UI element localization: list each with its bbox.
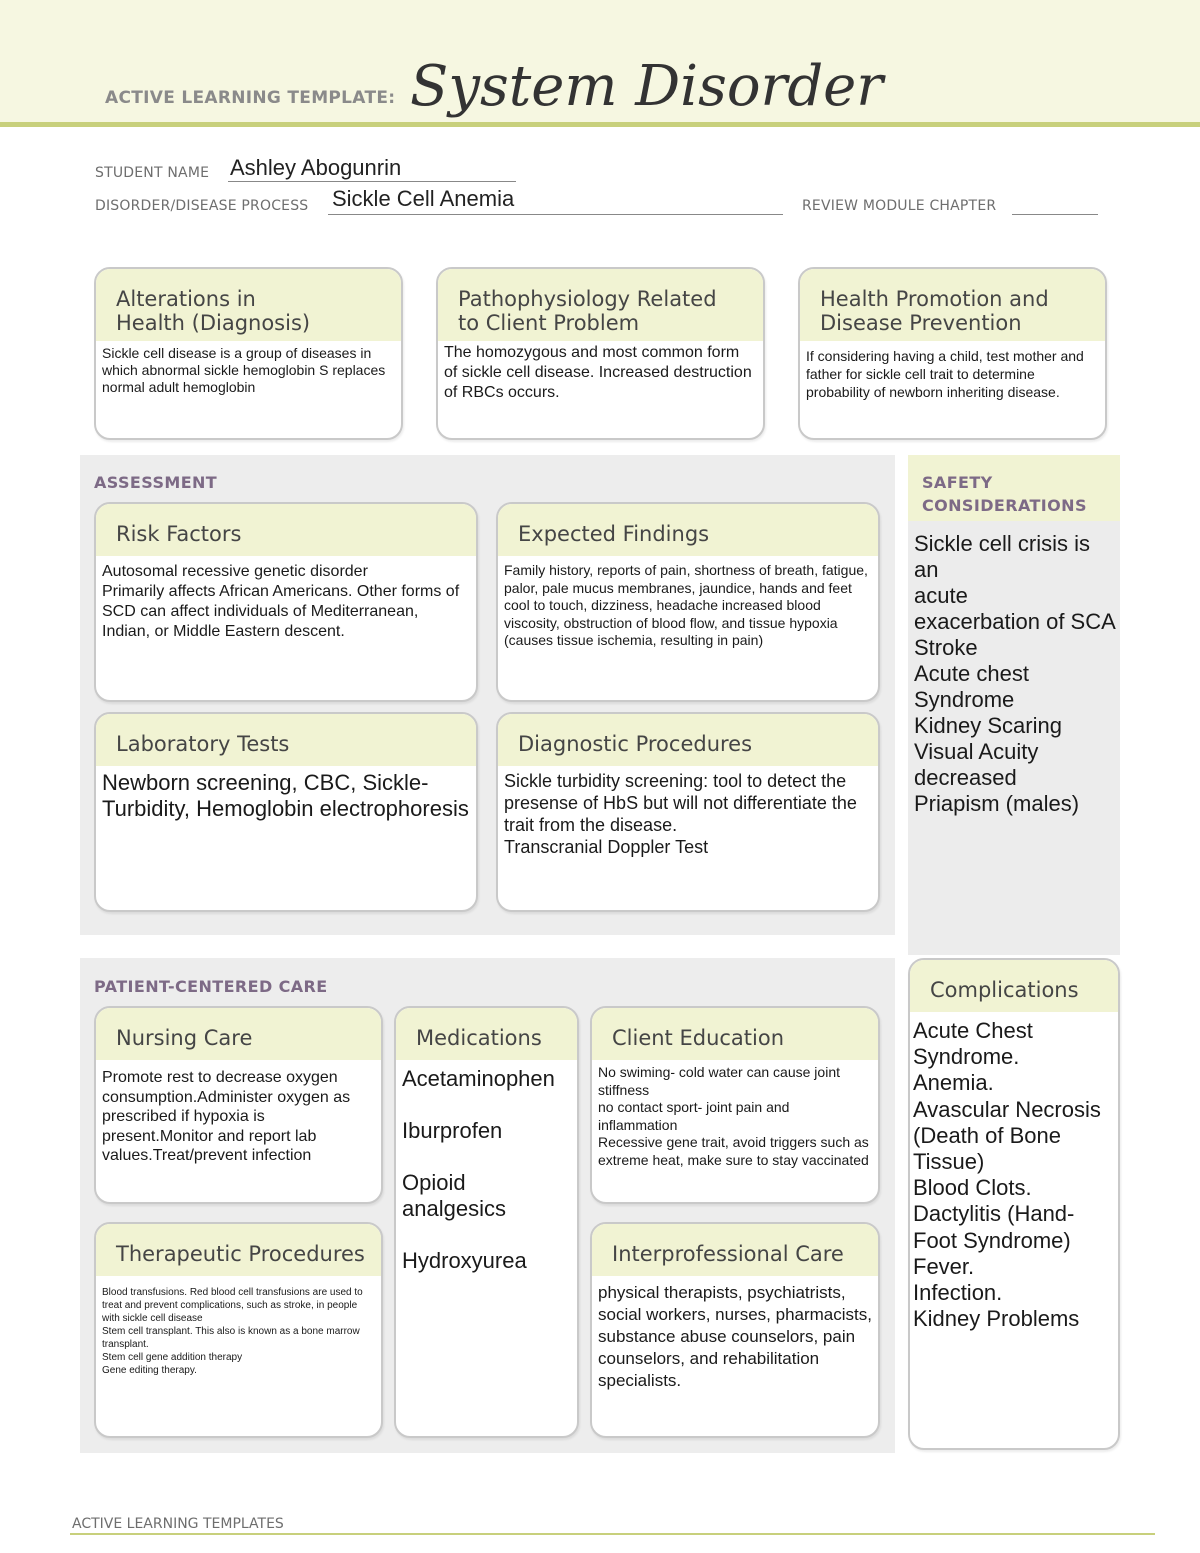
nursing-care-body[interactable]: Promote rest to decrease oxygen consumption.Administer oxygen as prescribed if hypoxia is present.Monitor and report lab values.Treat/prevent infection [102, 1069, 351, 1164]
pathophysiology-body[interactable]: The homozygous and most common form of sickle cell disease. Increased destruction of RBCs occurs. [444, 344, 752, 401]
safety-considerations-panel [908, 455, 1120, 955]
interprofessional-care-body[interactable]: physical therapists, psychiatrists, social workers, nurses, pharmacists, substance abuse counselors, pain counselors, and rehabilitation specialists. [598, 1283, 872, 1390]
disorder-value[interactable]: Sickle Cell Anemia [332, 186, 515, 211]
alterations-title: Alterations in Health (Diagnosis) [96, 269, 401, 341]
safety-considerations-title: SAFETY CONSIDERATIONS [908, 455, 1120, 521]
nursing-care-card [94, 1006, 383, 1204]
pathophysiology-card [436, 267, 765, 440]
disorder-label: DISORDER/DISEASE PROCESS [95, 198, 309, 214]
template-title: System Disorder [410, 54, 884, 119]
pathophysiology-title: Pathophysiology Related to Client Problem [438, 269, 763, 341]
health-promotion-title: Health Promotion and Disease Prevention [800, 269, 1105, 341]
alterations-card [94, 267, 403, 440]
complications-body[interactable]: Acute Chest Syndrome. Anemia. Avascular Necrosis (Death of Bone Tissue) Blood Clots. Dactylitis (Hand-Foot Syndrome) Fever. Infection. Kidney Problems [913, 1018, 1101, 1332]
chapter-label: REVIEW MODULE CHAPTER [802, 198, 997, 214]
assessment-label: ASSESSMENT [94, 473, 218, 492]
footer-label: ACTIVE LEARNING TEMPLATES [72, 1516, 284, 1532]
student-name-label: STUDENT NAME [95, 165, 210, 181]
therapeutic-procedures-body[interactable]: Blood transfusions. Red blood cell transfusions are used to treat and prevent complications, such as stroke, in people with sickle cell disease Stem cell transplant. This also is known as a bone marrow transplant. Stem cell gene addition therapy Gene editing therapy. [102, 1287, 363, 1376]
diagnostic-procedures-body[interactable]: Sickle turbidity screening: tool to detect the presense of HbS but will not differentiate the trait from the disease. Transcranial Doppler Test [504, 771, 857, 857]
complications-card [908, 958, 1120, 1450]
expected-findings-body[interactable]: Family history, reports of pain, shortness of breath, fatigue, palor, pale mucus membranes, jaundice, hands and feet cool to touch, dizziness, headache increased blood viscosity, obstruction of blood flow, and tissue hypoxia (causes tissue ischemia, resulting in pain) [504, 562, 868, 648]
student-name-underline [228, 181, 516, 182]
medications-card [394, 1006, 579, 1438]
risk-factors-title: Risk Factors [96, 504, 476, 556]
expected-findings-title: Expected Findings [498, 504, 878, 556]
therapeutic-procedures-title: Therapeutic Procedures [96, 1224, 381, 1276]
laboratory-tests-card [94, 712, 478, 912]
client-education-body[interactable]: No swiming- cold water can cause joint stiffness no contact sport- joint pain and inflammation Recessive gene trait, avoid triggers such as extreme heat, make sure to stay vaccinated [598, 1064, 869, 1168]
complications-title: Complications [910, 960, 1118, 1012]
client-education-title: Client Education [592, 1008, 878, 1060]
risk-factors-body[interactable]: Autosomal recessive genetic disorder Primarily affects African Americans. Other forms of SCD can affect individuals of Mediterranean, Indian, or Middle Eastern descent. [102, 563, 460, 640]
expected-findings-card [496, 502, 880, 702]
student-name-value[interactable]: Ashley Abogunrin [230, 155, 402, 180]
diagnostic-procedures-card [496, 712, 880, 912]
disorder-underline [328, 214, 783, 215]
nursing-care-title: Nursing Care [96, 1008, 381, 1060]
footer-rule [70, 1533, 1155, 1535]
interprofessional-care-card [590, 1222, 880, 1438]
safety-considerations-body[interactable]: Sickle cell crisis is an acute exacerbation of SCA Stroke Acute chest Syndrome Kidney Scaring Visual Acuity decreased Priapism (males) [914, 531, 1116, 816]
interprofessional-care-title: Interprofessional Care [592, 1224, 878, 1276]
health-promotion-body[interactable]: If considering having a child, test mother and father for sickle cell trait to determine probability of newborn inheriting disease. [806, 348, 1084, 400]
risk-factors-card [94, 502, 478, 702]
laboratory-tests-title: Laboratory Tests [96, 714, 476, 766]
health-promotion-card [798, 267, 1107, 440]
alterations-body[interactable]: Sickle cell disease is a group of diseases in which abnormal sickle hemoglobin S replaces normal adult hemoglobin [102, 345, 386, 395]
diagnostic-procedures-title: Diagnostic Procedures [498, 714, 878, 766]
header-rule [0, 122, 1200, 127]
therapeutic-procedures-card [94, 1222, 383, 1438]
medications-title: Medications [396, 1008, 577, 1060]
client-education-card [590, 1006, 880, 1204]
chapter-field[interactable] [1012, 214, 1098, 215]
laboratory-tests-body[interactable]: Newborn screening, CBC, Sickle-Turbidity, Hemoglobin electrophoresis [102, 770, 469, 821]
patient-centered-care-label: PATIENT-CENTERED CARE [94, 977, 328, 996]
template-label: ACTIVE LEARNING TEMPLATE: [105, 88, 396, 108]
medications-body[interactable]: Acetaminophen Iburprofen Opioid analgesics Hydroxyurea [402, 1066, 555, 1273]
